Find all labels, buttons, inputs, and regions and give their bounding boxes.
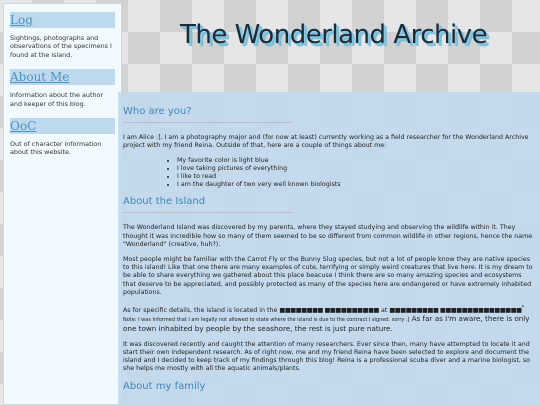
nav-link-ooc[interactable]: OoC: [10, 118, 115, 134]
redacted-text: ■■■■■■■■ ■■■■■■■■■■: [279, 307, 379, 315]
intro-paragraph: I am Alice :]. I am a photography major and (for now at least) currently working as a field researcher for the Wonderland Archive project with my friend Reina. Outside of that, here are a couple of things about me:: [123, 134, 529, 150]
section-divider-who: ------------------------------------------------------------------: [123, 119, 293, 126]
footnote-marker: *: [521, 305, 525, 312]
list-item: • I like to read: [177, 173, 536, 181]
location-lead: As for specific details, the island is located in the: [123, 307, 278, 315]
nav-description-ooc: Out of character information about this website.: [10, 140, 102, 157]
location-at: at: [381, 307, 388, 315]
section-heading-family: About my family: [123, 380, 206, 392]
legal-note: Note: I was informed that I am legally not allowed to state where the island is due to the contract I signed. sorry :[: [123, 317, 410, 324]
section-heading-island: About the Island: [123, 196, 206, 208]
main-content[interactable]: [118, 92, 540, 405]
nav-description-about-me: Information about the author and keeper of this blog.: [10, 91, 104, 108]
island-paragraph-1: The Wonderland Island was discovered by my parents, where they stayed studying and observing the wildlife within it. They thought it was incredible how so many of them seemed to be so different from common wildlife in other regions, hence the name "Wonderland" (creative, huh?).: [123, 224, 533, 248]
site-title: The Wonderland Archive: [180, 20, 488, 50]
island-paragraph-2: Most people might be familiar with the Carrot Fly or the Bunny Slug species, but not a lot of people know they are native species to this island! Like that one there are many examples of cute, terrifying or simply weird creatures that live here. It is my dream to be able to share everything we gathered about this place beacuse I think there are so many amazing species and ecosystems that deserve to be appreciated, and possibly protected as many of the species here are endangered or have extremely inhabited populations.: [123, 256, 533, 296]
island-paragraph-3: [123, 304, 536, 334]
sidebar: [3, 3, 122, 405]
nav-link-log[interactable]: Log: [10, 12, 115, 28]
facts-list: [177, 157, 536, 189]
list-item: • I am the daughter of two very well known biologists: [177, 181, 536, 189]
location-tail: As far as I'm aware, there is only one town inhabited by people by the seashore, the rest is just pure nature.: [123, 314, 530, 333]
list-item: • I love taking pictures of everything: [177, 165, 536, 173]
island-paragraph-4: It was discovered recently and caught the attention of many researchers. Ever since then, many have attempted to locate it and start their own independent research. As of right now, me and my friend Reina have been selected to explore and document the island and I decided to keep track of my findings through this blog! Reina is a professional scuba diver and a marine biologist, so she helps me mostly with all the aquatic animals/plants.: [123, 340, 530, 373]
nav-link-about-me[interactable]: About Me: [10, 69, 115, 85]
section-divider-island: ------------------------------------------------------------------: [123, 209, 293, 217]
nav-description-log: Sightings, photographs and observations of the specimens I found at the island.: [10, 34, 112, 59]
section-heading-who: Who are you?: [123, 106, 192, 117]
list-item: • My favorite color is light blue: [177, 157, 536, 165]
redacted-text: ■■■■■■■■■ ■■■■■■■■■■■■■■■: [389, 307, 522, 315]
